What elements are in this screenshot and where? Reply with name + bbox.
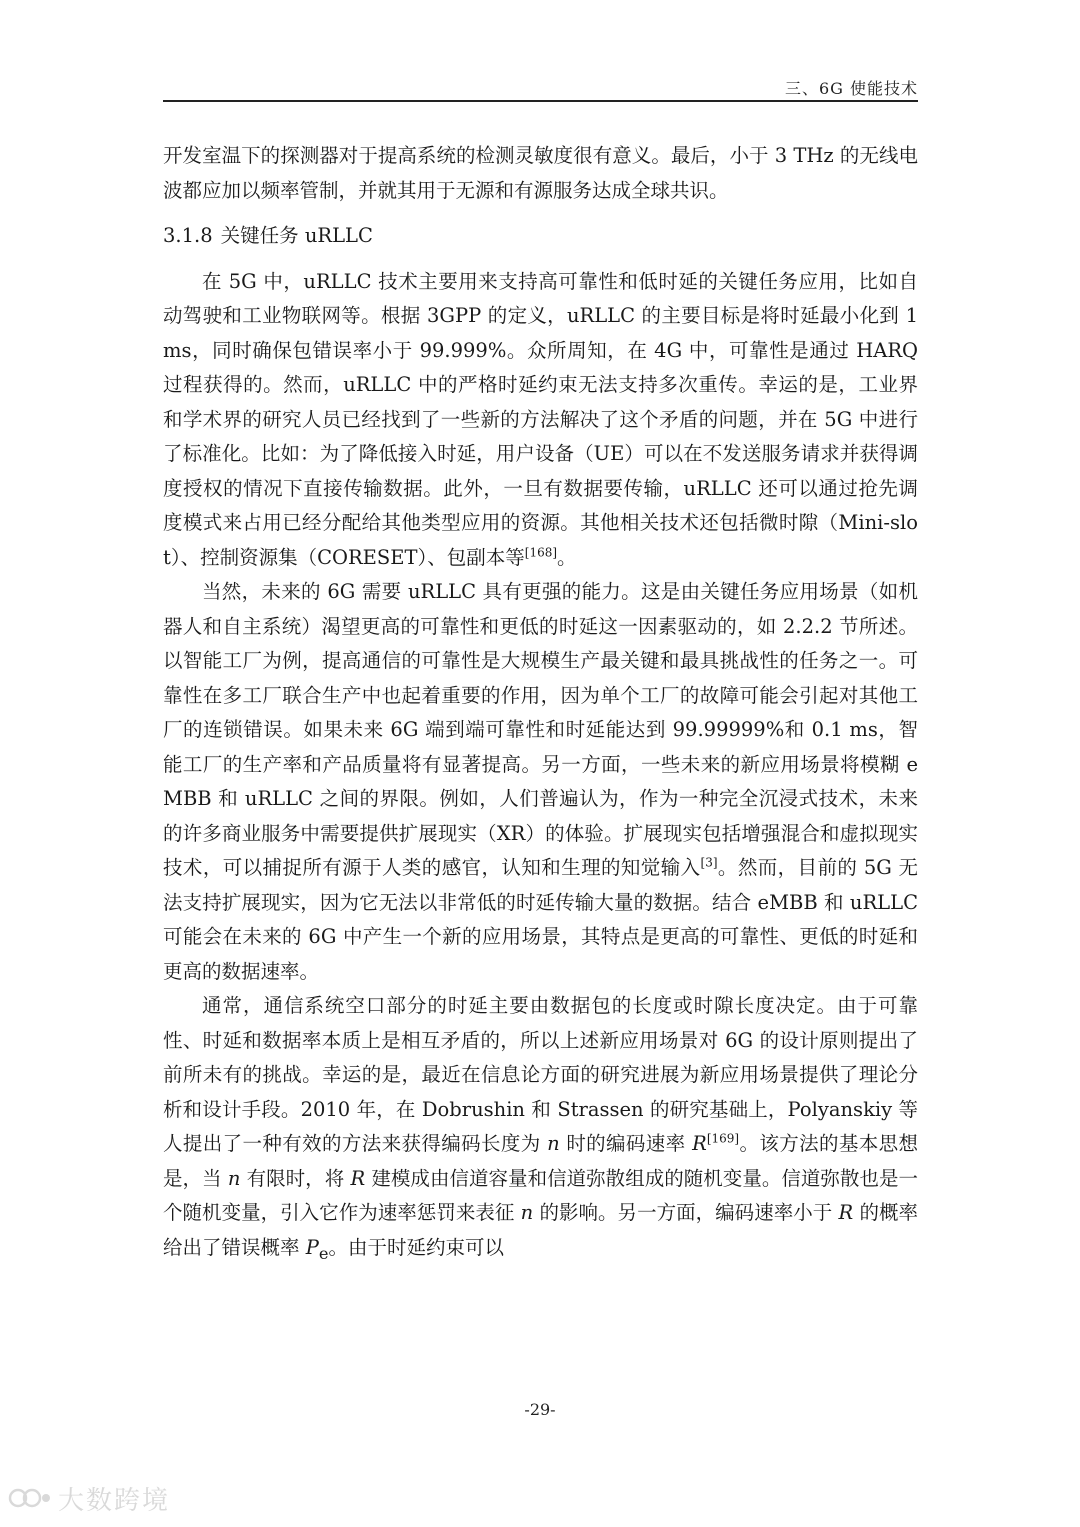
paragraph-latency-text-b: 时的编码速率 <box>566 1132 686 1155</box>
paragraph-urllc-5g-text: 在 5G 中，uRLLC 技术主要用来支持高可靠性和低时延的关键任务应用，比如自动驾驶和工业物联网等。根据 3GPP 的定义，uRLLC 的主要目标是将时延最小化到 1 ms，同时确保包错误率小于 99.999%。众所周知，在 4G 中，可靠性是通过 HARQ 过程获得的。然而，uRLLC 中的严格时延约束无法支持多次重传。幸运的是，工业界和学术界的研究人员已经找到了一些新的方法解决了这个矛盾的问题，并在 5G 中进行了标准化。比如：为了降低接入时延，用户设备（UE）可以在不发送服务请求并获得调度授权的情况下直接传输数据。此外，一旦有数据要传输，uRLLC 还可以通过抢先调度模式来占用已经分配给其他类型应用的资源。其他相关技术还包括微时隙（Mini-slot）、控制资源集（CORESET）、包副本等 <box>163 269 918 569</box>
paragraph-urllc-5g-end: 。 <box>557 545 577 569</box>
variable-r-2: R <box>350 1166 366 1190</box>
citation-3: [3] <box>700 855 718 870</box>
citation-169: [169] <box>706 1131 740 1146</box>
paragraph-urllc-6g-text: 当然，未来的 6G 需要 uRLLC 具有更强的能力。这是由关键任务应用场景（如机器人和自主系统）渴望更高的可靠性和更低的时延这一因素驱动的，如 2.2.2 节所述。以智能工厂为例，提高通信的可靠性是大规模生产最关键和最具挑战性的任务之一。可靠性在多工厂联合生产中也起着重要的作用，因为单个工厂的故障可能会引起对其他工厂的连锁错误。如果未来 6G 端到端可靠性和时延能达到 99.99999%和 0.1 ms，智能工厂的生产率和产品质量将有显著提高。另一方面，一些未来的新应用场景将模糊 eMBB 和 uRLLC 之间的界限。例如，人们普遍认为，作为一种完全沉浸式技术，未来的许多商业服务中需要提供扩展现实（XR）的体验。扩展现实包括增强混合和虚拟现实技术，可以捕捉所有源于人类的感官，认知和生理的知觉输入 <box>163 580 918 879</box>
variable-n: n <box>547 1132 560 1155</box>
watermark-logo-icon <box>8 1483 52 1513</box>
section-number: 3.1.8 <box>163 224 213 247</box>
paragraph-urllc-5g <box>163 265 918 576</box>
watermark <box>8 1480 170 1516</box>
page-body <box>163 139 918 1271</box>
header-rule <box>163 100 918 102</box>
citation-168: [168] <box>524 545 558 559</box>
paragraph-urllc-6g-end: 。然而，目前的 5G 无法支持扩展现实，因为它无法以非常低的时延传输大量的数据。结合 eMBB 和 uRLLC 可能会在未来的 6G 中产生一个新的应用场景，其特点是更高的可靠性、更低的时延和更高的数据速率。 <box>163 856 918 983</box>
paragraph-latency-text-e: 建模成由信道容量和信道弥散组成的随机变量。信道弥散也是一个随机变量，引入它作为速率惩罚来表征 <box>163 1166 919 1224</box>
running-header-title: 三、6G 使能技术 <box>784 79 918 98</box>
section-heading <box>163 219 918 254</box>
running-header <box>163 74 918 102</box>
watermark-text: 大数跨境 <box>58 1485 171 1516</box>
section-title: 关键任务 uRLLC <box>220 224 373 247</box>
paragraph-intro: 开发室温下的探测器对于提高系统的检测灵敏度很有意义。最后，小于 3 THz 的无线电波都应加以频率管制，并就其用于无源和有源服务达成全球共识。 <box>163 144 918 202</box>
paragraph-latency-text-f: 的影响。另一方面，编码速率小于 <box>539 1201 833 1224</box>
paragraph-latency-text-d: 有限时，将 <box>246 1166 345 1190</box>
paragraph-urllc-6g <box>163 575 918 989</box>
paragraph-latency-text-h: 。由于时延约束可以 <box>328 1235 504 1259</box>
paragraph-latency-text-g: 的概率给出了错误概率 <box>163 1201 918 1259</box>
variable-r-3: R <box>838 1201 854 1224</box>
variable-p-subscript: e <box>318 1243 329 1263</box>
variable-r: R <box>692 1132 707 1155</box>
variable-p: P <box>305 1235 319 1259</box>
paragraph-latency-theory <box>163 989 918 1271</box>
variable-n-2: n <box>227 1166 241 1190</box>
paragraph-latency-text-a: 通常，通信系统空口部分的时延主要由数据包的长度或时隙长度决定。由于可靠性、时延和数据率本质上是相互矛盾的，所以上述新应用场景对 6G 的设计原则提出了前所未有的挑战。幸运的是，最近在信息论方面的研究进展为新应用场景提供了理论分析和设计手段。2010 年，在 Dobrushin 和 Strassen 的研究基础上，Polyanskiy 等人提出了一种有效的方法来获得编码长度为 <box>163 994 918 1155</box>
paragraph-latency-text-c: 。该方法的基本思想是，当 <box>163 1132 918 1190</box>
page-number: -29- <box>524 1400 556 1419</box>
variable-n-3: n <box>520 1201 534 1224</box>
